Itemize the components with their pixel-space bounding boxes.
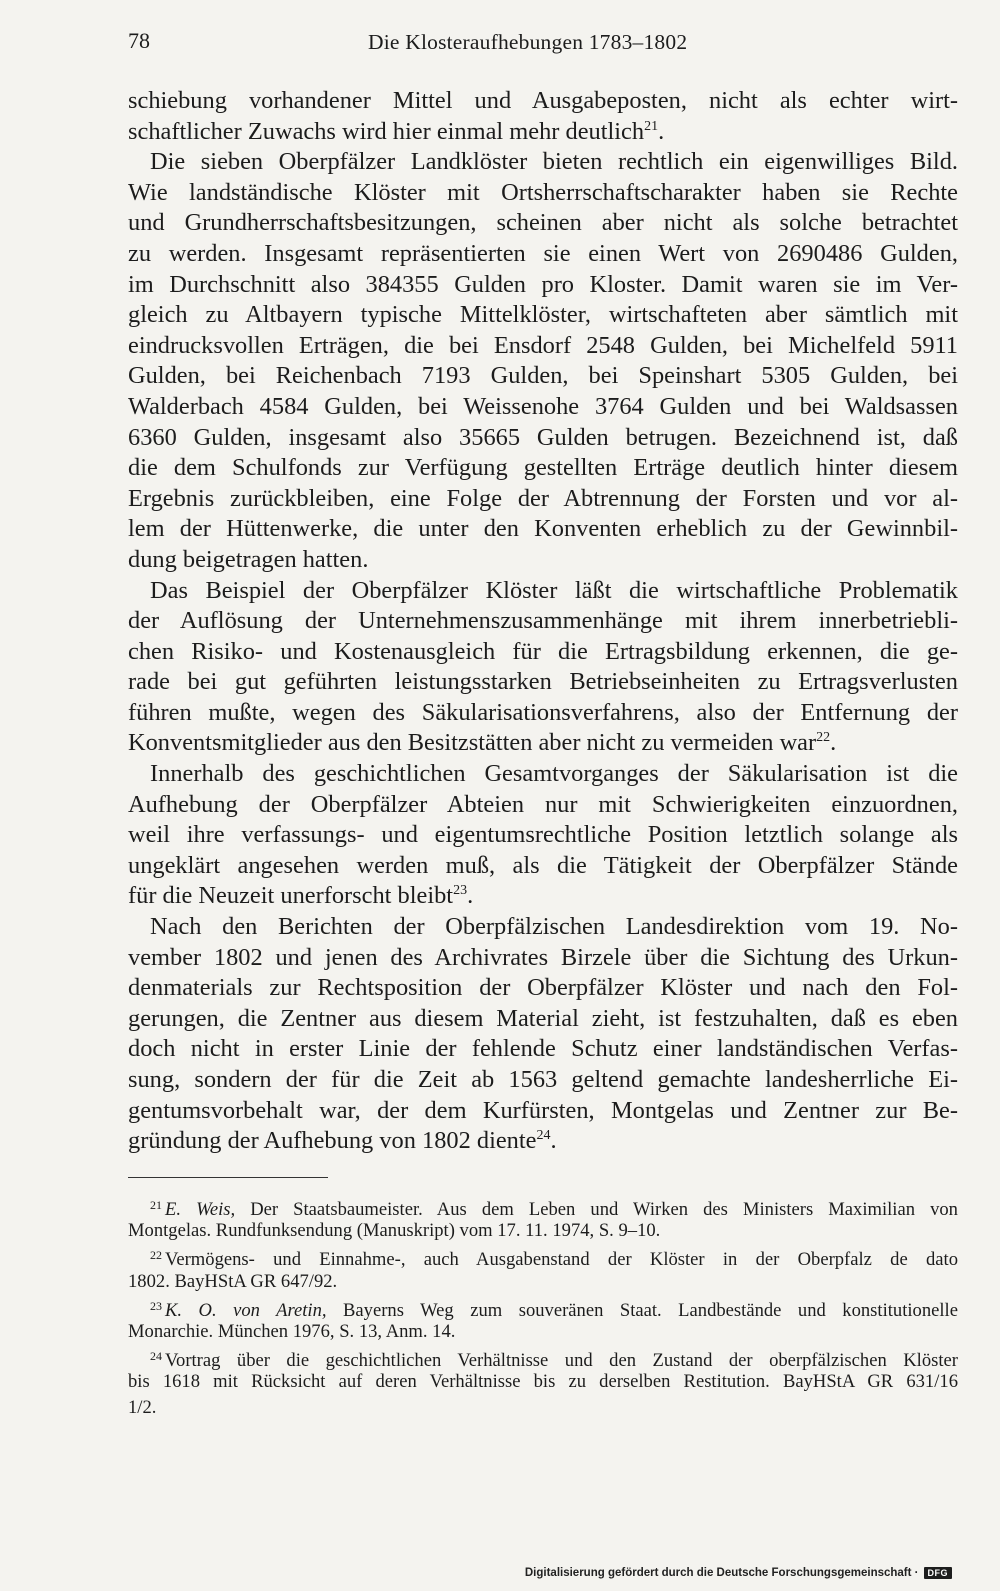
text-line: [128, 117, 958, 148]
text-line-content: schaftlicher Zuwachs wird hier einmal mehr deutlich: [128, 117, 645, 145]
sentence-period: .: [550, 1127, 557, 1155]
footnote-line: Montgelas. Rundfunksendung (Manuskript) vom 17. 11. 1974, S. 9–10.: [128, 1220, 661, 1242]
sentence-period: .: [830, 729, 837, 757]
footnote-line: 1802. BayHStA GR 647/92.: [128, 1270, 338, 1292]
dfg-logo-icon: DFG: [924, 1567, 953, 1579]
text-line-content: für die Neuzeit unerforscht bleibt: [128, 882, 454, 910]
footnote-line: 1/2.: [128, 1396, 157, 1418]
footnote-ref-24[interactable]: 24: [536, 1128, 551, 1144]
text-line: Walderbach 4584 Gulden, bei Weissenohe 3764 Gulden und bei Waldsassen: [128, 392, 958, 420]
text-line: gleich zu Altbayern typische Mittelklöster, wirtschafteten aber sämtlich mit: [128, 301, 958, 329]
text-line: ungeklärt angesehen werden muß, als die Tätigkeit der Oberpfälzer Stände: [128, 851, 958, 879]
footnote-number: 23: [150, 1298, 162, 1313]
running-title: Die Klosteraufhebungen 1783–1802: [368, 30, 688, 54]
footnote-ref-21[interactable]: 21: [644, 118, 659, 134]
digitization-credit: [525, 1565, 952, 1581]
credit-text: Digitalisierung gefördert durch die Deutsche Forschungsgemeinschaft ·: [524, 1567, 919, 1579]
text-line: weil ihre verfassungs- und eigentumsrechtliche Position letztlich solange als: [128, 821, 958, 849]
text-line: dung beigetragen hatten.: [128, 545, 369, 573]
text-line-content: Konventsmitglieder aus den Besitzstätten aber nicht zu vermeiden war: [128, 729, 817, 757]
text-line: führen mußte, wegen des Säkularisationsverfahrens, also der Entfernung der: [128, 698, 958, 726]
footnote-ref-22[interactable]: 22: [816, 730, 831, 746]
text-line: Wie landständische Klöster mit Ortsherrschaftscharakter haben sie Rechte: [128, 178, 958, 206]
text-line: doch nicht in erster Linie der fehlende Schutz einer landständischen Verfas-: [128, 1035, 958, 1063]
sentence-period: .: [658, 117, 665, 145]
text-line: zu werden. Insgesamt repräsentierten sie einen Wert von 2690486 Gulden,: [128, 239, 958, 267]
footnote-line: Monarchie. München 1976, S. 13, Anm. 14.: [128, 1320, 456, 1342]
footnote-number: 21: [150, 1198, 162, 1212]
text-line: und Grundherrschaftsbesitzungen, scheinen aber nicht als solche betrachtet: [128, 209, 958, 237]
text-line: der Auflösung der Unternehmenszusammenhänge mit ihrem innerbetriebli-: [128, 607, 958, 635]
text-line: chen Risiko- und Kostenausgleich für die Ertragsbildung erkennen, die ge-: [128, 637, 958, 665]
text-line: Innerhalb des geschichtlichen Gesamtvorganges der Säkularisation ist die: [150, 760, 958, 788]
footnote-text: Der Staatsbaumeister. Aus dem Leben und Wirken des Ministers Maximilian von: [250, 1199, 958, 1220]
text-line: denmaterials zur Rechtsposition der Oberpfälzer Klöster und nach den Fol-: [128, 974, 958, 1002]
footnote-author: E. Weis,: [165, 1199, 236, 1220]
footnote-line: bis 1618 mit Rücksicht auf deren Verhältnisse bis zu derselben Restitution. BayHStA GR 631/16: [128, 1371, 958, 1393]
text-line: [128, 728, 958, 759]
text-line-content: gründung der Aufhebung von 1802 diente: [128, 1127, 537, 1155]
footnotes: [128, 1193, 958, 1420]
footnote-author: K. O. von Aretin,: [165, 1299, 327, 1321]
text-line: Das Beispiel der Oberpfälzer Klöster läßt die wirtschaftliche Problematik: [150, 576, 958, 604]
footnote-22: [128, 1243, 958, 1271]
footnote-number: 24: [150, 1349, 162, 1364]
footnote-text: Vermögens- und Einnahme-, auch Ausgabenstand der Klöster in der Oberpfalz de dato: [165, 1249, 958, 1271]
text-line: lem der Hüttenwerke, die unter den Konventen erheblich zu der Gewinnbil-: [128, 515, 958, 543]
text-line: sung, sondern der für die Zeit ab 1563 geltend gemachte landesherrliche Ei-: [128, 1066, 958, 1093]
footnote-number: 22: [150, 1248, 162, 1263]
text-line: gentumsvorbehalt war, der dem Kurfürsten, Montgelas und Zentner zur Be-: [128, 1096, 958, 1124]
text-line: 6360 Gulden, insgesamt also 35665 Gulden betrugen. Bezeichnend ist, daß: [128, 423, 958, 451]
text-line: Ergebnis zurückbleiben, eine Folge der Abtrennung der Forsten und vor al-: [128, 484, 958, 512]
text-line: im Durchschnitt also 384355 Gulden pro Kloster. Damit waren sie im Ver-: [128, 270, 958, 298]
text-line: [128, 1126, 958, 1157]
text-line: Nach den Berichten der Oberpfälzischen Landesdirektion vom 19. No-: [150, 913, 958, 941]
text-line: vember 1802 und jenen des Archivrates Birzele über die Sichtung des Urkun-: [128, 943, 958, 971]
text-line: Die sieben Oberpfälzer Landklöster bieten rechtlich ein eigenwilliges Bild.: [150, 148, 958, 176]
footnote-rule: [128, 1177, 328, 1178]
text-line: eindrucksvollen Erträgen, die bei Ensdorf 2548 Gulden, bei Michelfeld 5911: [128, 331, 958, 359]
footnote-23: [128, 1294, 958, 1319]
text-line: [128, 881, 958, 912]
body-text: [128, 86, 958, 1157]
footnote-text: Bayerns Weg zum souveränen Staat. Landbestände und konstitutionelle: [343, 1299, 958, 1321]
page-number: 78: [128, 28, 150, 53]
footnote-ref-23[interactable]: 23: [453, 883, 468, 899]
text-line: schiebung vorhandener Mittel und Ausgabeposten, nicht als echter wirt-: [128, 87, 958, 114]
footnote-text: Vortrag über die geschichtlichen Verhältnisse und den Zustand der oberpfälzischen Klöster: [165, 1350, 958, 1372]
text-line: Gulden, bei Reichenbach 7193 Gulden, bei Speinshart 5305 Gulden, bei: [128, 362, 958, 390]
footnote-24: [128, 1344, 958, 1372]
running-head: [128, 28, 958, 62]
sentence-period: .: [467, 882, 474, 910]
footnote-21: [128, 1193, 958, 1218]
text-line: die dem Schulfonds zur Verfügung gestellten Erträge deutlich hinter diesem: [128, 454, 958, 482]
text-line: rade bei gut geführten leistungsstarken Betriebseinheiten zu Ertragsverlusten: [128, 668, 958, 696]
text-line: Aufhebung der Oberpfälzer Abteien nur mit Schwierigkeiten einzuordnen,: [128, 790, 958, 818]
text-line: gerungen, die Zentner aus diesem Material zieht, ist festzuhalten, daß es eben: [128, 1004, 958, 1032]
